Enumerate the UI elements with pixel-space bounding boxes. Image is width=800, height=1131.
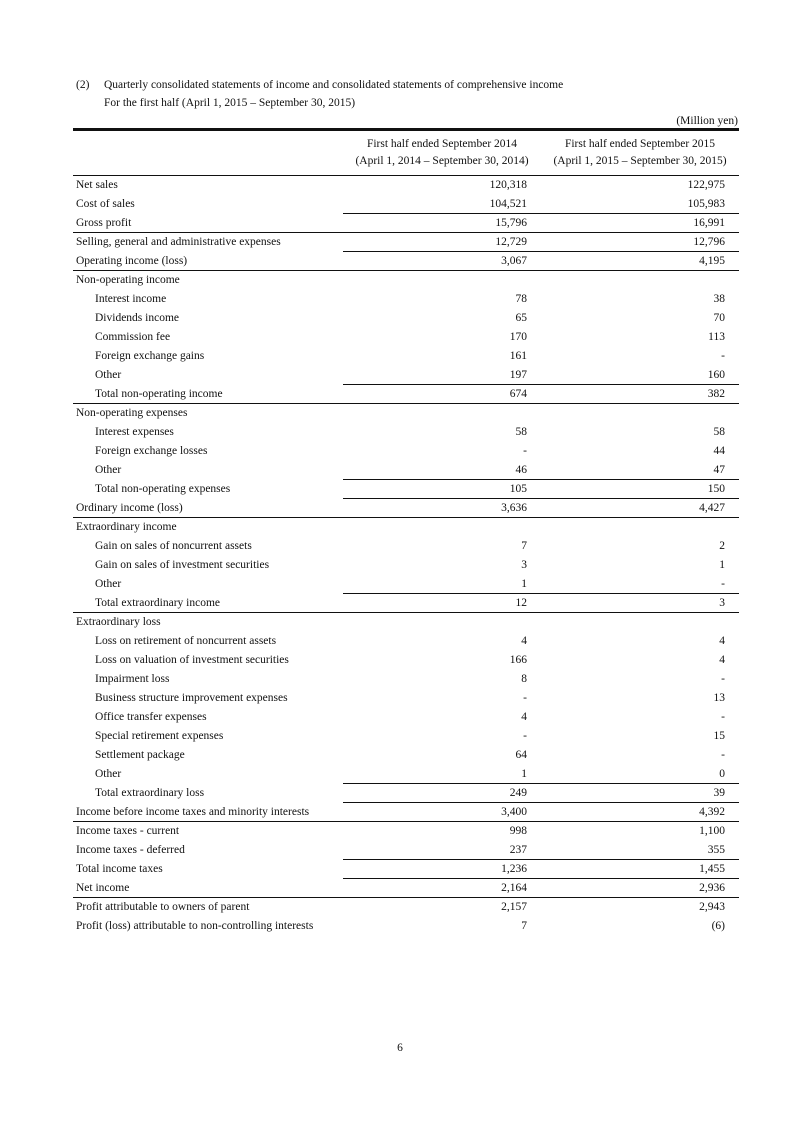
value-2014: 166 <box>509 654 527 666</box>
value-2015: 2,943 <box>541 898 739 917</box>
table-header-row <box>73 130 739 176</box>
unit-label: (Million yen) <box>676 115 738 127</box>
table-row <box>73 366 739 385</box>
period-subtitle: For the first half (April 1, 2015 – September 30, 2015) <box>104 97 356 109</box>
table-row <box>73 290 739 309</box>
table-row <box>73 309 739 328</box>
value-2015: 44 <box>713 445 725 457</box>
value-2014: 3,067 <box>343 252 541 271</box>
table-row <box>73 252 739 271</box>
row-label: Settlement package <box>95 749 185 761</box>
value-2014: 3,636 <box>343 499 541 518</box>
value-2015: 4,195 <box>541 252 739 271</box>
value-2014: 4 <box>521 711 527 723</box>
table-row <box>73 575 739 594</box>
value-2015: - <box>721 711 725 723</box>
value-2014: 249 <box>343 784 541 803</box>
value-2015 <box>541 404 739 423</box>
value-2015: 2,936 <box>541 879 739 898</box>
value-2015: (6) <box>711 920 725 932</box>
column-header-2014 <box>343 130 541 176</box>
table-row <box>73 689 739 708</box>
value-2015: 16,991 <box>541 214 739 233</box>
table-row <box>73 803 739 822</box>
value-2015: 4 <box>719 635 725 647</box>
value-2014: 46 <box>515 464 527 476</box>
row-label: Other <box>95 768 122 780</box>
table-row <box>73 423 739 442</box>
value-2014 <box>343 518 541 537</box>
column-header-2015-title: First half ended September 2015 <box>564 138 716 150</box>
value-2014: 8 <box>521 673 527 685</box>
value-2015: 4 <box>719 654 725 666</box>
value-2014: 120,318 <box>489 179 527 191</box>
row-label: Special retirement expenses <box>95 730 224 742</box>
row-label: Office transfer expenses <box>95 711 207 723</box>
table-row <box>73 537 739 556</box>
value-2015: 122,975 <box>687 179 725 191</box>
value-2014: 170 <box>509 331 527 343</box>
value-2014: 65 <box>515 312 527 324</box>
value-2014: 7 <box>521 540 527 552</box>
table-row <box>73 708 739 727</box>
table-row <box>73 879 739 898</box>
value-2014: 64 <box>515 749 527 761</box>
table-row <box>73 613 739 632</box>
row-label: Profit (loss) attributable to non-controlling interests <box>76 920 314 932</box>
row-label: Other <box>95 578 122 590</box>
value-2014: 15,796 <box>343 214 541 233</box>
row-label: Non-operating income <box>73 271 343 290</box>
table-row <box>73 746 739 765</box>
page-number: 6 <box>397 1042 403 1054</box>
section-number: (2) <box>76 79 90 91</box>
table-row <box>73 271 739 290</box>
row-label: Dividends income <box>95 312 179 324</box>
value-2015: 3 <box>541 594 739 613</box>
value-2014: 12 <box>343 594 541 613</box>
row-label: Extraordinary loss <box>73 613 343 632</box>
table-row <box>73 195 739 214</box>
value-2015: 2 <box>719 540 725 552</box>
table-row <box>73 917 739 936</box>
value-2014: 1 <box>521 578 527 590</box>
row-label: Interest income <box>95 293 167 305</box>
row-label: Extraordinary income <box>73 518 343 537</box>
table-row <box>73 461 739 480</box>
column-header-2015-range: (April 1, 2015 – September 30, 2015) <box>553 155 727 167</box>
value-2015: 113 <box>708 331 725 343</box>
value-2015: 355 <box>707 844 725 856</box>
row-label: Income taxes - deferred <box>76 844 185 856</box>
value-2015: 39 <box>541 784 739 803</box>
value-2015: 4,392 <box>541 803 739 822</box>
value-2014: 3,400 <box>343 803 541 822</box>
row-label: Other <box>95 369 122 381</box>
table-row <box>73 594 739 613</box>
value-2014: 58 <box>515 426 527 438</box>
value-2015: - <box>721 673 725 685</box>
table-row <box>73 860 739 879</box>
row-label: Income before income taxes and minority interests <box>76 806 310 818</box>
row-label: Profit attributable to owners of parent <box>73 898 343 917</box>
value-2014: - <box>523 730 527 742</box>
row-label: Gain on sales of investment securities <box>95 559 270 571</box>
row-label: Interest expenses <box>95 426 174 438</box>
value-2015: 47 <box>713 464 725 476</box>
value-2015: 0 <box>719 768 725 780</box>
row-label: Net sales <box>76 179 118 191</box>
value-2014: 1 <box>521 768 527 780</box>
row-label: Cost of sales <box>76 198 135 210</box>
table-row <box>73 822 739 841</box>
value-2014: 7 <box>521 920 527 932</box>
row-label: Commission fee <box>95 331 171 343</box>
value-2014: 161 <box>509 350 527 362</box>
value-2015: 382 <box>541 385 739 404</box>
value-2015: 4,427 <box>541 499 739 518</box>
value-2014 <box>343 271 541 290</box>
value-2015: 58 <box>713 426 725 438</box>
value-2015: 1,455 <box>541 860 739 879</box>
table-row <box>73 784 739 803</box>
value-2014: 78 <box>515 293 527 305</box>
row-label: Foreign exchange gains <box>95 350 205 362</box>
value-2015 <box>541 518 739 537</box>
row-label: Ordinary income (loss) <box>76 502 183 514</box>
value-2014: - <box>523 692 527 704</box>
row-label: Net income <box>76 882 130 894</box>
row-label: Business structure improvement expenses <box>95 692 288 704</box>
row-label: Gross profit <box>76 217 132 229</box>
row-label: Gain on sales of noncurrent assets <box>95 540 252 552</box>
table-row <box>73 176 739 195</box>
value-2015: - <box>721 350 725 362</box>
income-statement-table <box>73 128 739 935</box>
value-2015: 1 <box>719 559 725 571</box>
row-label: Total non-operating expenses <box>95 483 231 495</box>
table-row <box>73 841 739 860</box>
value-2014: 674 <box>343 385 541 404</box>
section-heading <box>76 78 563 92</box>
value-2015: 1,100 <box>541 822 739 841</box>
table-row <box>73 385 739 404</box>
value-2015: 70 <box>713 312 725 324</box>
row-label: Operating income (loss) <box>76 255 188 267</box>
column-header-2015 <box>541 130 739 176</box>
table-row <box>73 670 739 689</box>
row-label: Loss on valuation of investment securities <box>95 654 289 666</box>
section-title: Quarterly consolidated statements of income and consolidated statements of comprehensive income <box>104 79 564 91</box>
table-body <box>73 176 739 936</box>
row-label: Income taxes - current <box>73 822 343 841</box>
row-label: Total income taxes <box>76 863 163 875</box>
column-header-2014-range: (April 1, 2014 – September 30, 2014) <box>355 155 529 167</box>
table-row <box>73 214 739 233</box>
value-2015: 150 <box>541 480 739 499</box>
table-row <box>73 651 739 670</box>
value-2014: 104,521 <box>489 198 527 210</box>
value-2015: 12,796 <box>541 233 739 252</box>
table-row <box>73 765 739 784</box>
row-label: Total extraordinary income <box>95 597 221 609</box>
row-label: Other <box>95 464 122 476</box>
table-row <box>73 480 739 499</box>
value-2014: 2,164 <box>343 879 541 898</box>
row-label: Foreign exchange losses <box>95 445 208 457</box>
value-2015: 160 <box>707 369 725 381</box>
table-row <box>73 499 739 518</box>
row-label: Total non-operating income <box>95 388 223 400</box>
value-2015: 38 <box>713 293 725 305</box>
table-row <box>73 404 739 423</box>
value-2015: - <box>721 749 725 761</box>
value-2014 <box>343 404 541 423</box>
row-label: Non-operating expenses <box>73 404 343 423</box>
value-2015: - <box>721 578 725 590</box>
value-2014: 105 <box>343 480 541 499</box>
table-row <box>73 442 739 461</box>
header-label-cell <box>73 130 343 176</box>
value-2014: - <box>523 445 527 457</box>
table-row <box>73 556 739 575</box>
value-2014: 998 <box>343 822 541 841</box>
value-2014: 1,236 <box>343 860 541 879</box>
value-2015: 15 <box>713 730 725 742</box>
value-2015 <box>541 613 739 632</box>
table-row <box>73 347 739 366</box>
table-row <box>73 518 739 537</box>
row-label: Selling, general and administrative expenses <box>73 233 343 252</box>
value-2014: 3 <box>521 559 527 571</box>
value-2015: 13 <box>713 692 725 704</box>
row-label: Impairment loss <box>95 673 170 685</box>
column-header-2014-title: First half ended September 2014 <box>366 138 518 150</box>
table-row <box>73 632 739 651</box>
row-label: Total extraordinary loss <box>95 787 205 799</box>
value-2014 <box>343 613 541 632</box>
value-2014: 12,729 <box>343 233 541 252</box>
table-row <box>73 328 739 347</box>
table-row <box>73 233 739 252</box>
value-2014: 197 <box>509 369 527 381</box>
value-2014: 4 <box>521 635 527 647</box>
value-2015: 105,983 <box>687 198 725 210</box>
table-row <box>73 727 739 746</box>
value-2014: 237 <box>509 844 527 856</box>
row-label: Loss on retirement of noncurrent assets <box>95 635 277 647</box>
table-row <box>73 898 739 917</box>
value-2014: 2,157 <box>343 898 541 917</box>
value-2015 <box>541 271 739 290</box>
